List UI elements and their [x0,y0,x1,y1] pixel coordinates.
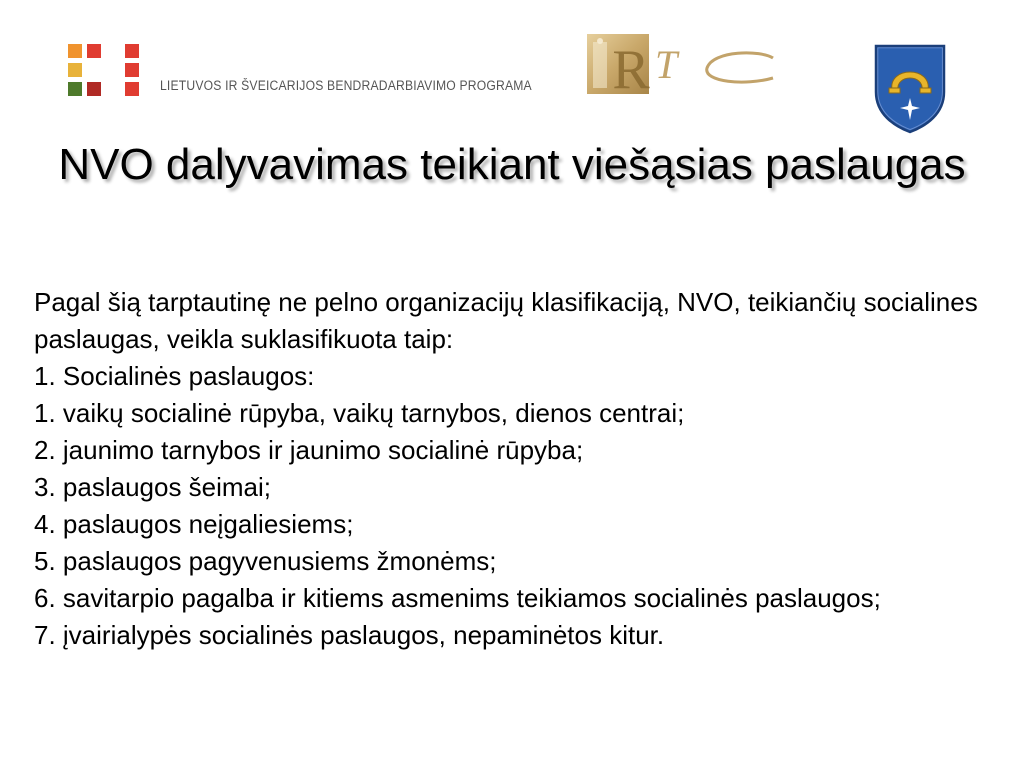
list-item: 1. vaikų socialinė rūpyba, vaikų tarnybos, dienos centrai; [34,398,685,428]
slide-body [34,284,994,654]
list-item: 7. įvairialypės socialinės paslaugos, nepaminėtos kitur. [34,620,665,650]
square-red-4 [125,82,139,96]
square-red-2 [125,44,139,58]
list-item: 4. paslaugos neįgaliesiems; [34,509,354,539]
list-item: 3. paslaugos šeimai; [34,472,272,502]
program-name: LIETUVOS IR ŠVEICARIJOS BENDRADARBIAVIMO PROGRAMA [160,78,532,93]
list-item: 2. jaunimo tarnybos ir jaunimo socialinė rūpyba; [34,435,584,465]
svg-text:R: R [612,39,650,98]
list-item: 5. paslaugos pagyvenusiems žmonėms; [34,546,497,576]
program-squares-icon [66,42,146,98]
intro-text: Pagal šią tarptautinę ne pelno organizacijų klasifikaciją, NVO, teikiančių socialines paslaugas, veikla suklasifikuota taip: [34,287,978,354]
slide-title: NVO dalyvavimas teikiant viešąsias paslaugas [58,140,966,189]
list-item: 6. savitarpio pagalba ir kitiems asmenims teikiamos socialinės paslaugos; [34,583,881,613]
svg-text:T: T [655,42,678,87]
rtc-logo [585,32,781,98]
square-darkred [87,82,101,96]
square-red-3 [125,63,139,77]
program-logo [66,42,536,98]
square-green [68,82,82,96]
square-yellow [68,63,82,77]
horseshoe-star-crest-icon [872,42,948,134]
category-heading: 1. Socialinės paslaugos: [34,361,315,391]
rtc-logo-icon [585,32,781,98]
square-orange [68,44,82,58]
square-red-1 [87,44,101,58]
